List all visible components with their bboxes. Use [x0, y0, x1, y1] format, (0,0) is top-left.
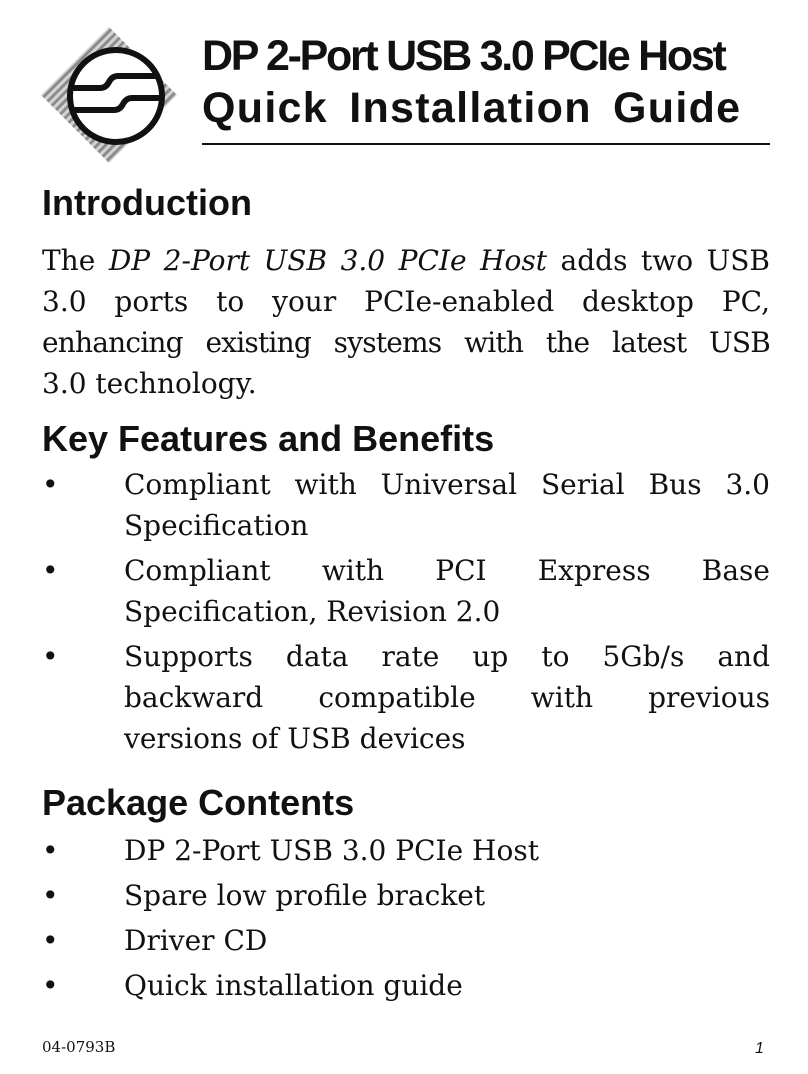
- bullet: •: [42, 640, 59, 673]
- bullet: •: [42, 834, 59, 867]
- bullet: •: [42, 924, 59, 957]
- list-item: • Spare low profile bracket: [42, 875, 770, 916]
- list-item: • Supports data rate up to 5Gb/s and backward compatible with previous versions of USB devices: [42, 636, 770, 759]
- list-item: • Compliant with PCI Express Base Specification, Revision 2.0: [42, 550, 770, 632]
- document-title: [202, 30, 770, 134]
- list-item: • Quick installation guide: [42, 965, 770, 1006]
- bullet: •: [42, 468, 59, 501]
- features-heading: Key Features and Benefits: [42, 418, 495, 459]
- features-list: [42, 464, 770, 763]
- title-line-product: DP 2-Port USB 3.0 PCIe Host: [202, 32, 725, 80]
- bullet: •: [42, 554, 59, 587]
- list-item: • DP 2-Port USB 3.0 PCIe Host: [42, 830, 770, 871]
- list-item: • Driver CD: [42, 920, 770, 961]
- title-divider: [202, 143, 770, 145]
- intro-line-2: 3.0 ports to your PCIe-enabled desktop PC,: [42, 285, 770, 318]
- bullet: •: [42, 879, 59, 912]
- package-contents-list: [42, 830, 770, 1010]
- brand-logo: [38, 24, 180, 166]
- title-line-guide: Quick Installation Guide: [202, 84, 742, 132]
- bullet: •: [42, 969, 59, 1002]
- introduction-heading: Introduction: [42, 182, 252, 223]
- introduction-paragraph: [42, 240, 770, 404]
- product-name: DP 2-Port USB 3.0 PCIe Host: [108, 244, 547, 277]
- document-code: 04-0793B: [42, 1038, 116, 1056]
- list-item: • Compliant with Universal Serial Bus 3.0 Specification: [42, 464, 770, 546]
- package-contents-heading: Package Contents: [42, 782, 355, 823]
- intro-line-1: The DP 2-Port USB 3.0 PCIe Host adds two USB: [42, 244, 770, 277]
- intro-line-4: 3.0 technology.: [42, 367, 257, 400]
- page-number: 1: [755, 1040, 764, 1057]
- intro-line-3: enhancing existing systems with the latest USB: [42, 326, 770, 359]
